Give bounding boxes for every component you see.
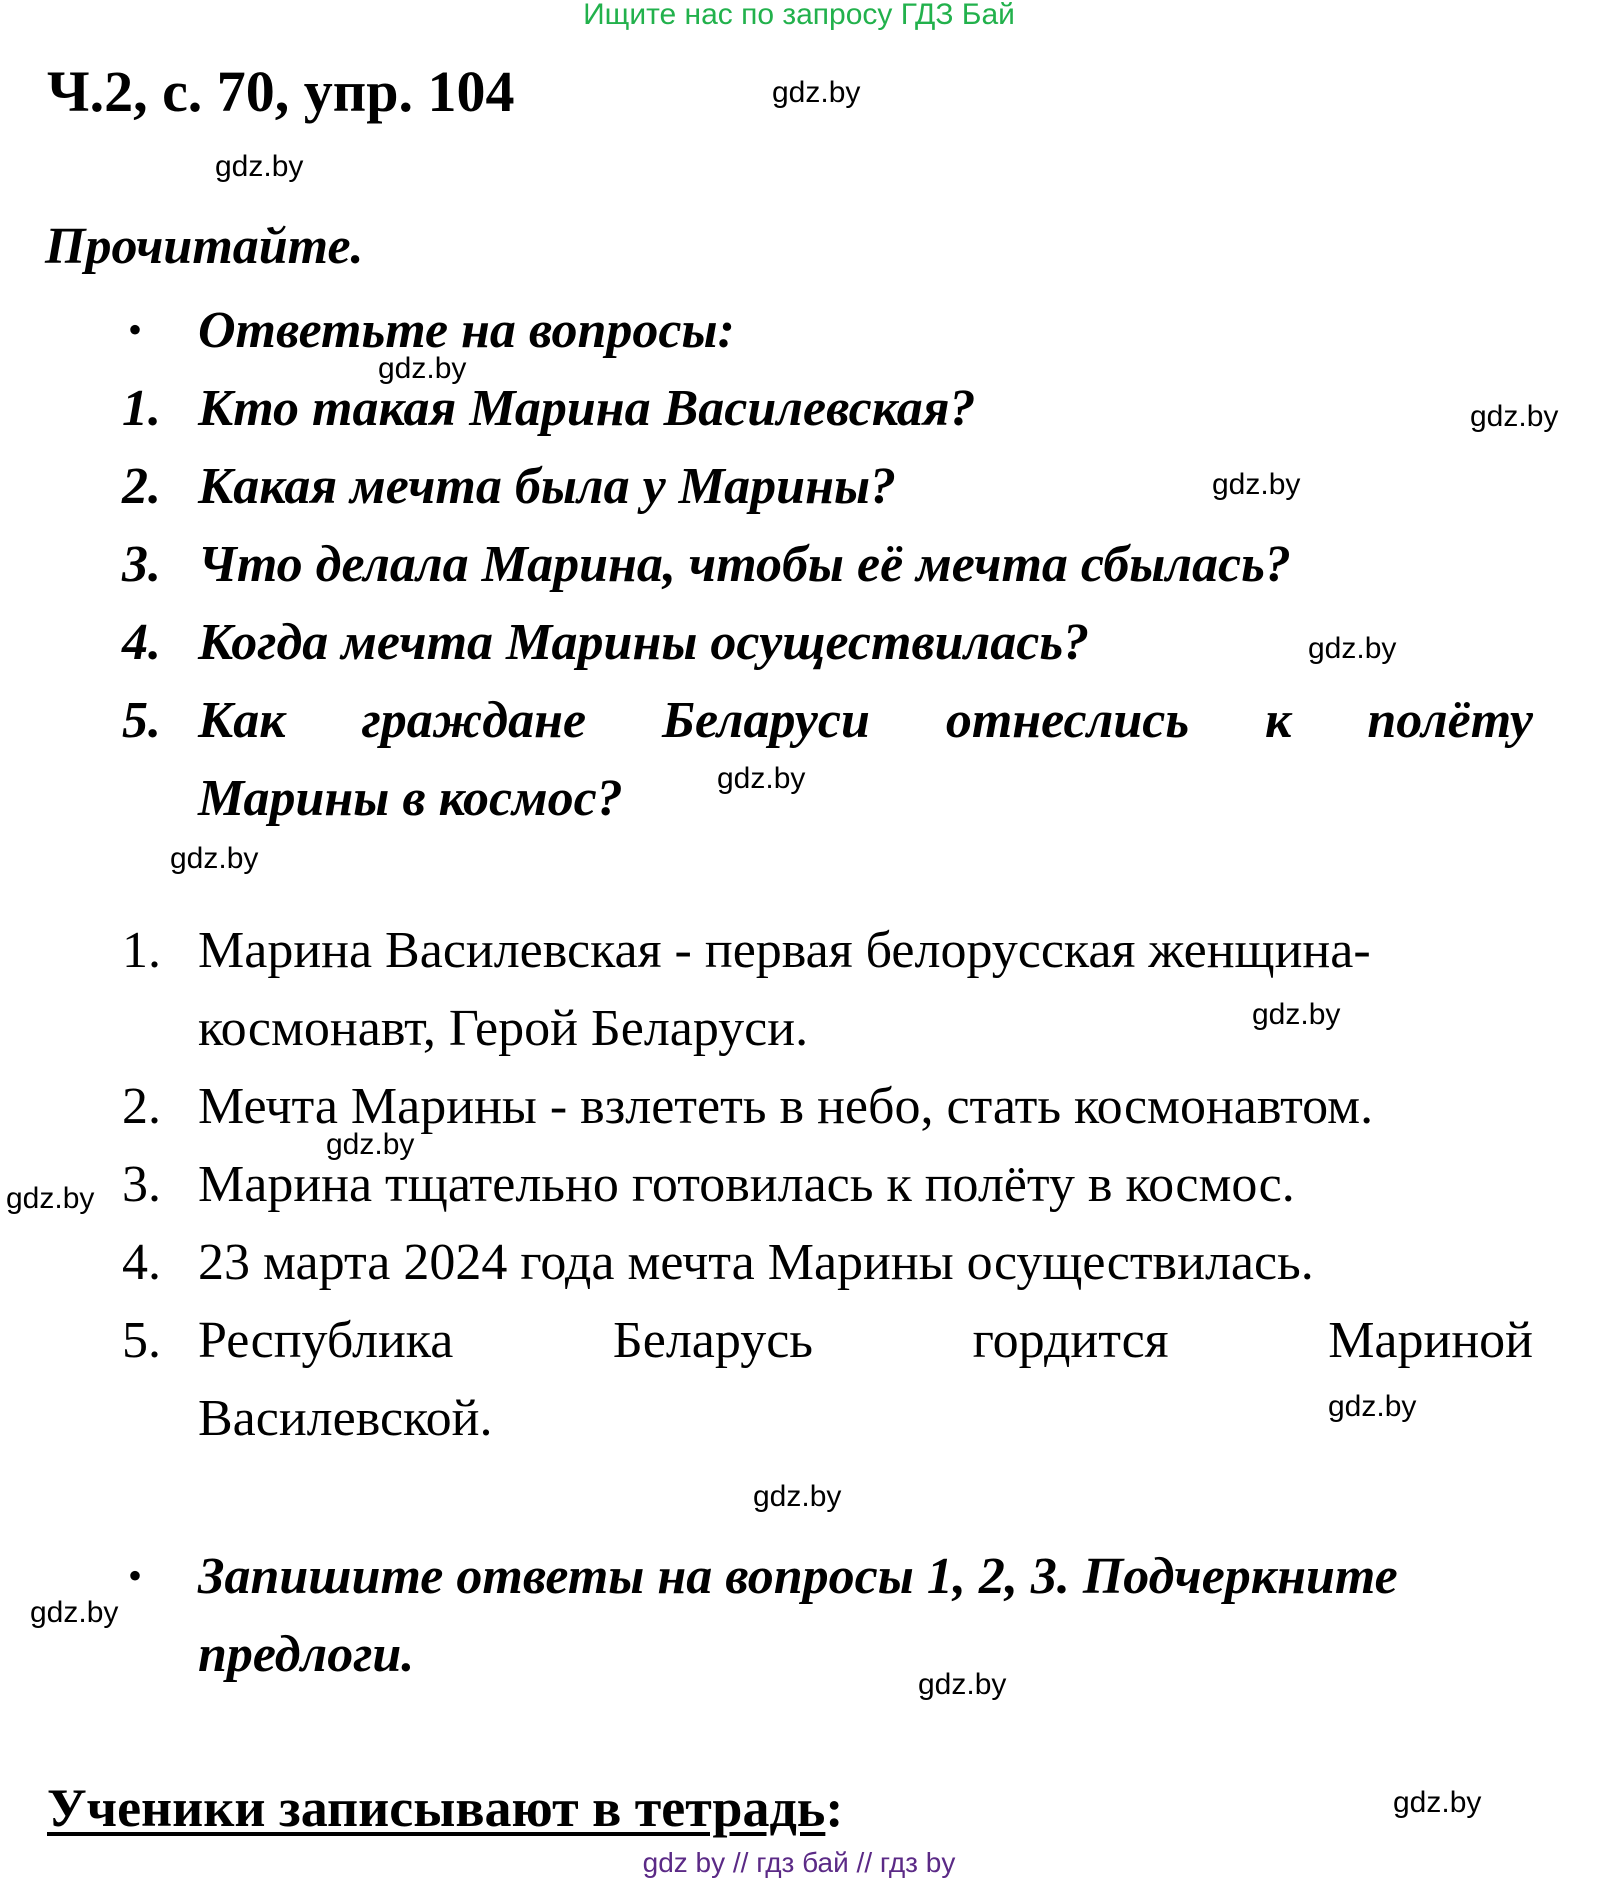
answer-text-continued: Василевской. bbox=[198, 1390, 493, 1447]
instruction-read: Прочитайте. bbox=[45, 218, 364, 275]
question-text: Какая мечта была у Марины? bbox=[198, 458, 897, 515]
watermark: gdz.by bbox=[326, 1128, 415, 1161]
notebook-label: Ученики записывают в тетрадь bbox=[47, 1778, 826, 1838]
answer-number: 2. bbox=[122, 1078, 161, 1135]
question-text-continued: Марины в космос? bbox=[198, 770, 623, 827]
watermark: gdz.by bbox=[772, 76, 861, 109]
watermark: gdz.by bbox=[1308, 632, 1397, 665]
bullet-icon: • bbox=[128, 1553, 143, 1598]
question-word: Беларуси bbox=[661, 692, 870, 749]
answer-word: гордится bbox=[972, 1312, 1169, 1369]
answer-number: 5. bbox=[122, 1312, 161, 1369]
watermark: gdz.by bbox=[170, 842, 259, 875]
notebook-colon: : bbox=[825, 1778, 844, 1838]
answer-text-continued: космонавт, Герой Беларуси. bbox=[198, 1000, 809, 1057]
watermark: gdz.by bbox=[1328, 1390, 1417, 1423]
watermark: gdz.by bbox=[215, 150, 304, 183]
question-word: граждане bbox=[361, 692, 587, 749]
question-number: 2. bbox=[122, 458, 161, 515]
answer-word: Республика bbox=[198, 1312, 454, 1369]
top-banner: Ищите нас по запросу ГДЗ Бай bbox=[583, 0, 1015, 31]
answer-number: 1. bbox=[122, 922, 161, 979]
question-number: 1. bbox=[122, 380, 161, 437]
question-number: 5. bbox=[122, 692, 161, 749]
answer-text: Мечта Марины - взлететь в небо, стать космонавтом. bbox=[198, 1078, 1374, 1135]
answer-word: Беларусь bbox=[612, 1312, 813, 1369]
page-title: Ч.2, с. 70, упр. 104 bbox=[47, 59, 515, 124]
watermark: gdz.by bbox=[1212, 468, 1301, 501]
question-text: Кто такая Марина Василевская? bbox=[198, 380, 976, 437]
task-answer-questions: Ответьте на вопросы: bbox=[198, 302, 735, 359]
watermark: gdz.by bbox=[918, 1668, 1007, 1701]
question-word: отнеслись bbox=[945, 692, 1190, 749]
answer-text: Марина Василевская - первая белорусская женщина- bbox=[198, 922, 1371, 979]
watermark: gdz.by bbox=[717, 762, 806, 795]
watermark: gdz.by bbox=[753, 1480, 842, 1513]
question-text: Что делала Марина, чтобы её мечта сбылась? bbox=[198, 536, 1291, 593]
question-word: полёту bbox=[1367, 692, 1533, 749]
footer: gdz by // гдз бай // гдз by bbox=[642, 1847, 956, 1878]
question-number: 3. bbox=[122, 536, 161, 593]
answer-text-justified bbox=[198, 1302, 1533, 1380]
question-text: Когда мечта Марины осуществилась? bbox=[198, 614, 1090, 671]
question-word: Как bbox=[198, 692, 286, 749]
watermark: gdz.by bbox=[1470, 400, 1559, 433]
answer-word: Мариной bbox=[1328, 1312, 1533, 1369]
watermark: gdz.by bbox=[30, 1596, 119, 1629]
answer-text: 23 марта 2024 года мечта Марины осуществилась. bbox=[198, 1234, 1314, 1291]
answer-number: 3. bbox=[122, 1156, 161, 1213]
watermark: gdz.by bbox=[1393, 1786, 1482, 1819]
watermark: gdz.by bbox=[378, 352, 467, 385]
notebook-heading bbox=[47, 1776, 843, 1840]
task-write-answers: Запишите ответы на вопросы 1, 2, 3. Подчеркните bbox=[198, 1548, 1398, 1605]
question-number: 4. bbox=[122, 614, 161, 671]
question-word: к bbox=[1265, 692, 1292, 749]
watermark: gdz.by bbox=[6, 1182, 95, 1215]
watermark: gdz.by bbox=[1252, 998, 1341, 1031]
answer-text: Марина тщательно готовилась к полёту в космос. bbox=[198, 1156, 1295, 1213]
question-text-justified bbox=[198, 682, 1533, 760]
answer-number: 4. bbox=[122, 1234, 161, 1291]
bullet-icon: • bbox=[128, 307, 143, 352]
task-write-answers-continued: предлоги. bbox=[198, 1626, 415, 1683]
